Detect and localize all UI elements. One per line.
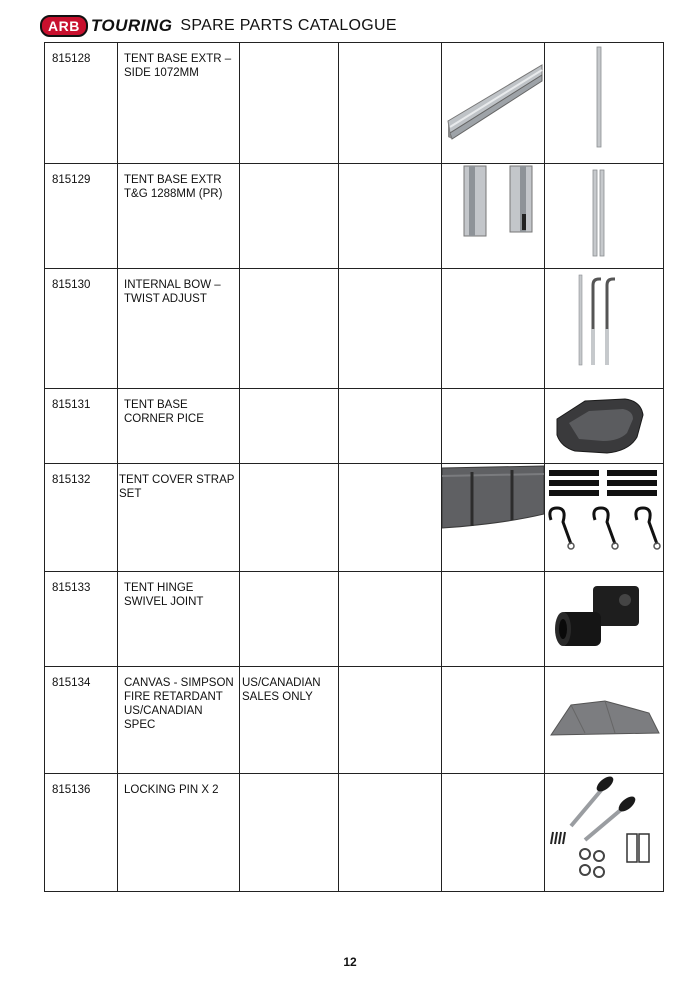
locking-pin-icon <box>545 774 663 891</box>
part-number: 815129 <box>52 174 91 186</box>
table-row <box>45 774 664 892</box>
strap-set-icon <box>545 464 663 571</box>
part-note <box>240 389 338 398</box>
part-number: 815134 <box>52 677 91 689</box>
part-description: INTERNAL BOW – TWIST ADJUST <box>124 279 221 305</box>
extrusion-pair-icon <box>442 164 544 268</box>
part-number: 815132 <box>52 474 91 486</box>
part-note <box>240 269 338 278</box>
part-number: 815128 <box>52 53 91 65</box>
part-note <box>240 572 338 581</box>
part-note <box>240 164 338 173</box>
table-row <box>45 43 664 164</box>
corner-piece-icon <box>545 389 663 463</box>
part-description: TENT BASE EXTR T&G 1288MM (PR) <box>124 174 223 200</box>
page-number: 12 <box>343 955 357 969</box>
aluminium-extrusion-icon <box>442 43 544 163</box>
table-row <box>45 164 664 269</box>
parts-table <box>44 42 664 892</box>
part-note: US/CANADIAN SALES ONLY <box>242 677 321 703</box>
extrusion-rod-icon <box>545 43 663 163</box>
part-note <box>240 464 338 473</box>
extrusion-rods-pair-icon <box>545 164 663 268</box>
part-number: 815130 <box>52 279 91 291</box>
touring-logo: TOURING <box>90 16 173 35</box>
part-description: TENT HINGE SWIVEL JOINT <box>124 582 204 608</box>
part-description: TENT BASE EXTR – SIDE 1072MM <box>124 53 232 79</box>
part-number: 815131 <box>52 399 91 411</box>
page-title: SPARE PARTS CATALOGUE <box>180 17 397 34</box>
part-number: 815136 <box>52 784 91 796</box>
part-note <box>240 43 338 52</box>
arb-logo: ARB <box>40 15 88 37</box>
tent-cover-icon <box>442 464 544 571</box>
table-row <box>45 667 664 774</box>
part-description: LOCKING PIN X 2 <box>124 784 219 796</box>
table-row <box>45 269 664 389</box>
part-description: CANVAS - SIMPSON FIRE RETARDANT US/CANADIAN SPEC <box>124 677 234 731</box>
part-description: TENT COVER STRAP SET <box>119 474 235 500</box>
hinge-joint-icon <box>545 572 663 666</box>
part-description: TENT BASE CORNER PICE <box>124 399 204 425</box>
page-header <box>40 14 397 38</box>
table-row <box>45 389 664 464</box>
table-row <box>45 572 664 667</box>
part-number: 815133 <box>52 582 91 594</box>
part-note <box>240 774 338 783</box>
canvas-icon <box>545 667 663 773</box>
bow-rods-icon <box>545 269 663 388</box>
table-row <box>45 464 664 572</box>
